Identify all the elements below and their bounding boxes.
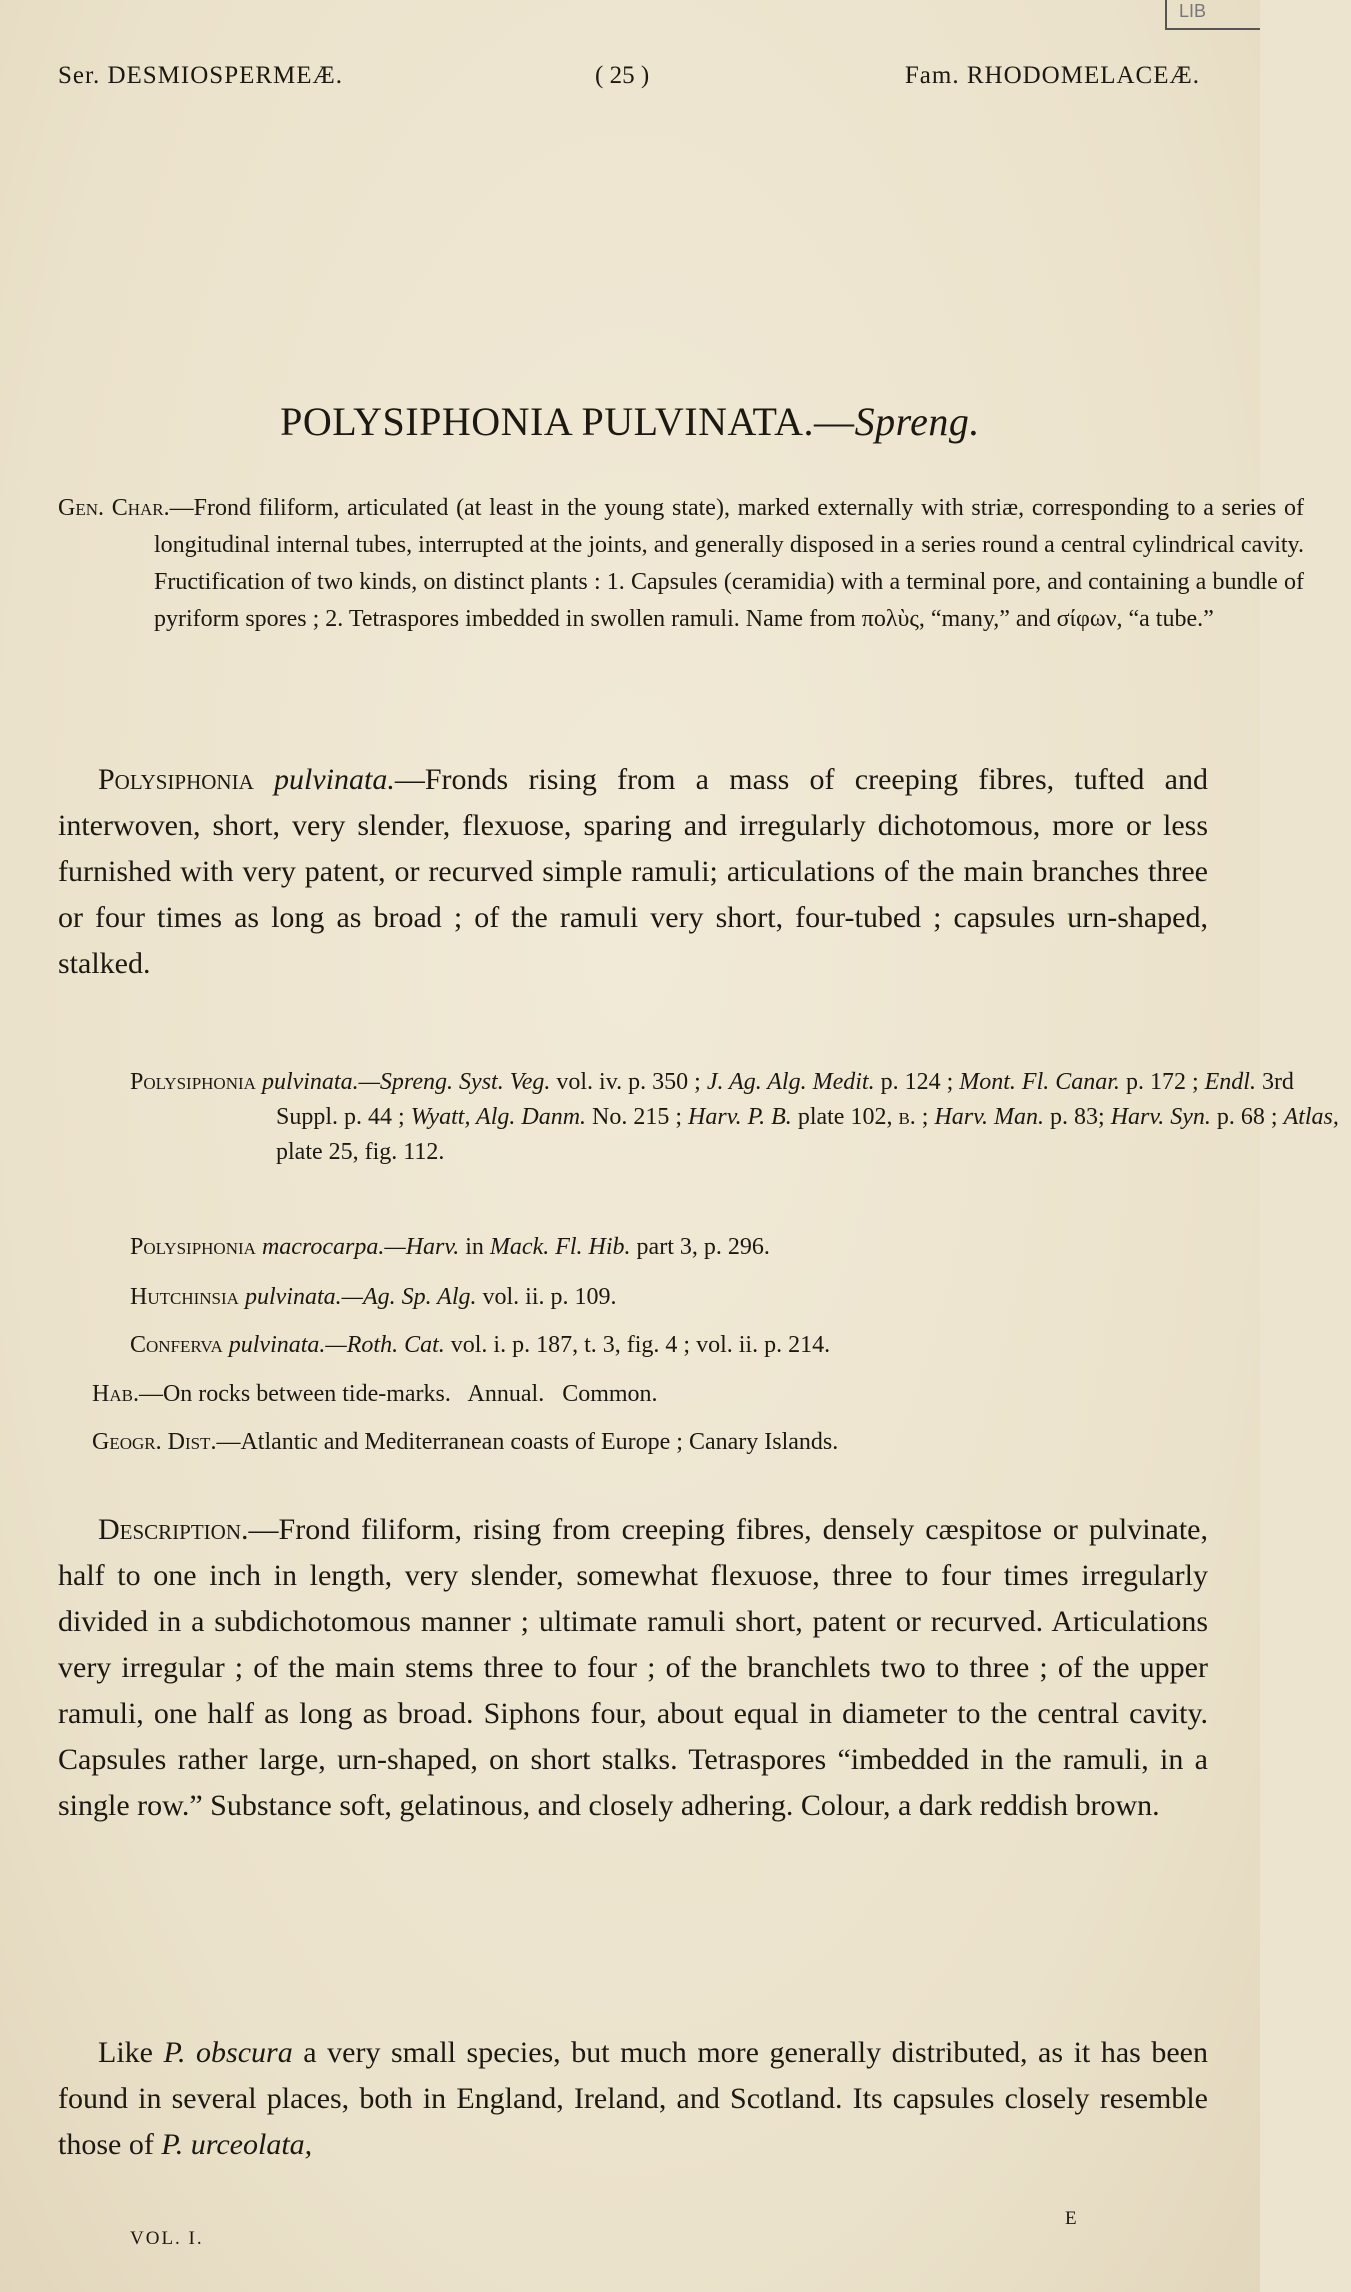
synonym-entry-2: Polysiphonia macrocarpa.—Harv. in Mack. Fl. Hib. part 3, p. 296.: [130, 1234, 770, 1260]
gen-char-label: Gen. Char.: [58, 495, 170, 521]
synonym-entry-1: Polysiphonia pulvinata.—Spreng. Syst. Veg. vol. iv. p. 350 ; J. Ag. Alg. Medit. p. 124 ; Mont. Fl. Canar. p. 172 ; Endl. 3rd Suppl. p. 44 ; Wyatt, Alg. Danm. No. 215 ; Harv. P. B. plate 102, b. ; Harv. Man. p. 83; Harv. Syn. p. 68 ; Atlas, plate 25, fig. 112.: [130, 1069, 1339, 1165]
volume-mark: VOL. I.: [130, 2228, 204, 2249]
family-heading: Fam. RHODOMELACEÆ.: [904, 62, 1200, 89]
generic-character-paragraph: [58, 490, 1304, 638]
page-number: ( 25 ): [595, 62, 650, 89]
title-author: Spreng.: [854, 399, 980, 444]
series-heading: Ser. DESMIOSPERMEÆ.: [58, 62, 344, 89]
habitat-line: Hab.—On rocks between tide-marks. Annual. Common.: [92, 1381, 658, 1407]
library-label: LIB: [1165, 0, 1260, 30]
running-header: [0, 62, 1260, 102]
species-title: POLYSIPHONIA PULVINATA.—Spreng.: [280, 399, 980, 444]
species-diagnosis-paragraph: Polysiphonia pulvinata.—Fronds rising from a mass of creeping fibres, tufted and interwoven, short, very slender, flexuose, sparing and irregularly dichotomous, more or less furnished with very patent, or recurved simple ramuli; articulations of the main branches three or four times as long as broad ; of the ramuli very short, four-tubed ; capsules urn-shaped, stalked.: [58, 763, 1208, 980]
synonym-entry-3: Hutchinsia pulvinata.—Ag. Sp. Alg. vol. ii. p. 109.: [130, 1284, 617, 1310]
synonym-entry-4: Conferva pulvinata.—Roth. Cat. vol. i. p. 187, t. 3, fig. 4 ; vol. ii. p. 214.: [130, 1332, 831, 1358]
remarks-paragraph: Like P. obscura a very small species, but much more generally distributed, as it has been found in several places, both in England, Ireland, and Scotland. Its capsules closely resemble those of P. urceolata,: [58, 2036, 1208, 2161]
description-paragraph: Description.—Frond filiform, rising from creeping fibres, densely cæspitose or pulvinate, half to one inch in length, very slender, somewhat flexuose, three to four times irregularly divided in a subdichotomous manner ; ultimate ramuli short, patent or recurved. Articulations very irregular ; of the main stems three to four ; of the branchlets two to three ; of the upper ramuli, one half as long as broad. Siphons four, about equal in diameter to the central cavity. Capsules rather large, urn-shaped, on short stalks. Tetraspores “imbedded in the ramuli, in a single row.” Substance soft, gelatinous, and closely adhering. Colour, a dark reddish brown.: [58, 1513, 1208, 1822]
geographic-distribution-line: Geogr. Dist.—Atlantic and Mediterranean coasts of Europe ; Canary Islands.: [92, 1429, 839, 1455]
gen-char-text: —Frond filiform, articulated (at least in the young state), marked externally with striæ, corresponding to a series of longitudinal internal tubes, interrupted at the joints, and generally disposed in a series round a central cylindrical cavity. Fructification of two kinds, on distinct plants : 1. Capsules (ceramidia) with a terminal pore, and containing a bundle of pyriform spores ; 2. Tetraspores imbedded in swollen ramuli. Name from πολὺς, “many,” and σίφων, “a tube.”: [154, 495, 1304, 632]
signature-mark: E: [1065, 2208, 1077, 2229]
